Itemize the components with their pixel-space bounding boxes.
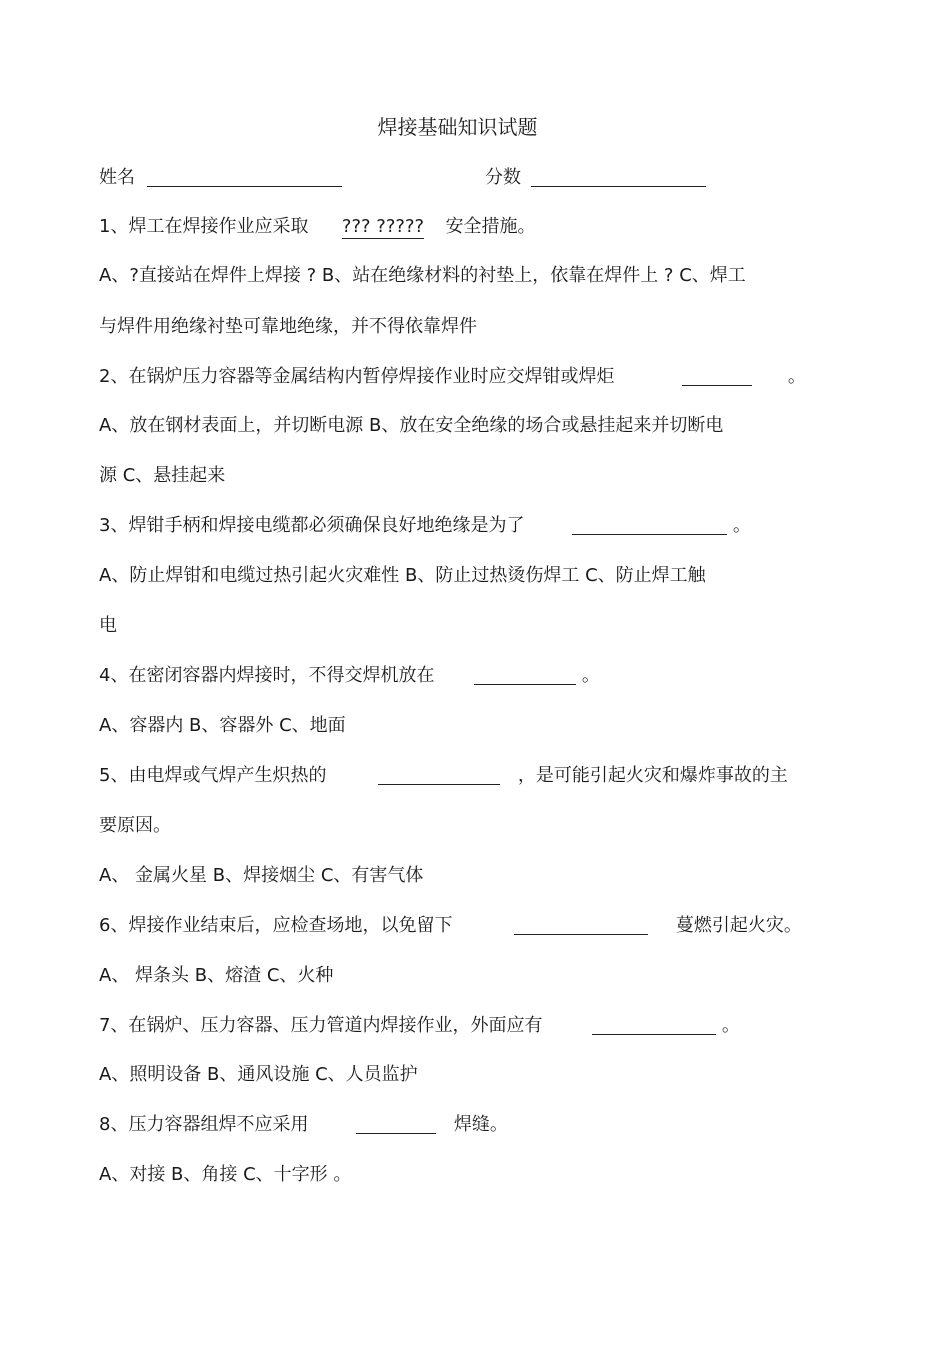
question-7: [99, 1014, 740, 1038]
question-1-stem: 1、焊工在焊接作业应采取: [99, 216, 309, 237]
question-5-blank[interactable]: [378, 764, 500, 785]
question-3-end: 。: [732, 515, 751, 536]
question-1-options-1: A、?直接站在焊件上焊接 ? B、站在绝缘材料的衬垫上，依靠在焊件上 ? C、焊工: [99, 265, 746, 286]
question-3-options-1: A、防止焊钳和电缆过热引起火灾难性 B、防止过热烫伤焊工 C、防止焊工触: [99, 565, 706, 586]
question-2: [99, 365, 806, 389]
question-5-stem: 5、由电焊或气焊产生炽热的: [99, 765, 327, 786]
question-6-blank[interactable]: [514, 914, 648, 935]
question-4-end: 。: [581, 665, 600, 686]
question-2-blank[interactable]: [682, 365, 752, 386]
score-label: 分数: [485, 167, 521, 188]
question-8-end: 焊缝。: [453, 1114, 508, 1135]
question-1: [99, 215, 536, 239]
question-5: [99, 764, 788, 788]
question-6-end: 蔓燃引起火灾。: [675, 915, 802, 936]
name-blank[interactable]: [147, 166, 342, 187]
name-label: 姓名: [99, 167, 135, 188]
question-7-stem: 7、在锅炉、压力容器、压力管道内焊接作业，外面应有: [99, 1015, 543, 1036]
question-3: [99, 514, 751, 538]
question-7-end: 。: [721, 1015, 740, 1036]
page-title: 焊接基础知识试题: [377, 115, 538, 139]
question-1-stem-end: 安全措施。: [445, 216, 536, 237]
question-2-stem: 2、在锅炉压力容器等金属结构内暂停焊接作业时应交焊钳或焊炬: [99, 366, 615, 387]
question-8: [99, 1113, 508, 1137]
question-5-options: A、 金属火星 B、焊接烟尘 C、有害气体: [99, 865, 424, 886]
question-2-options-2: 源 C、悬挂起来: [99, 465, 226, 486]
question-4-stem: 4、在密闭容器内焊接时，不得交焊机放在: [99, 665, 435, 686]
question-1-fill: ??? ?????: [341, 216, 425, 237]
question-3-stem: 3、焊钳手柄和焊接电缆都必须确保良好地绝缘是为了: [99, 515, 525, 536]
question-3-options-2: 电: [99, 615, 117, 636]
header-row: [99, 166, 342, 190]
question-4-blank[interactable]: [474, 664, 576, 685]
question-7-options: A、照明设备 B、通风设施 C、人员监护: [99, 1064, 418, 1085]
question-7-blank[interactable]: [592, 1014, 716, 1035]
score-row: [485, 166, 706, 190]
question-5-stem-line2: 要原因。: [99, 815, 171, 836]
question-4: [99, 664, 600, 688]
question-6-options: A、 焊条头 B、熔渣 C、火种: [99, 965, 334, 986]
question-2-options-1: A、放在钢材表面上，并切断电源 B、放在安全绝缘的场合或悬挂起来并切断电: [99, 415, 724, 436]
question-8-options: A、对接 B、角接 C、十字形 。: [99, 1164, 352, 1185]
score-blank[interactable]: [531, 166, 706, 187]
question-2-end: 。: [787, 366, 806, 387]
question-8-blank[interactable]: [356, 1113, 436, 1134]
question-1-options-2: 与焊件用绝缘衬垫可靠地绝缘，并不得依靠焊件: [99, 316, 477, 337]
question-6-stem: 6、焊接作业结束后，应检查场地，以免留下: [99, 915, 453, 936]
question-5-end: ，是可能引起火灾和爆炸事故的主: [517, 765, 788, 786]
question-8-stem: 8、压力容器组焊不应采用: [99, 1114, 309, 1135]
question-4-options: A、容器内 B、容器外 C、地面: [99, 715, 346, 736]
question-3-blank[interactable]: [572, 514, 727, 535]
question-6: [99, 914, 802, 938]
